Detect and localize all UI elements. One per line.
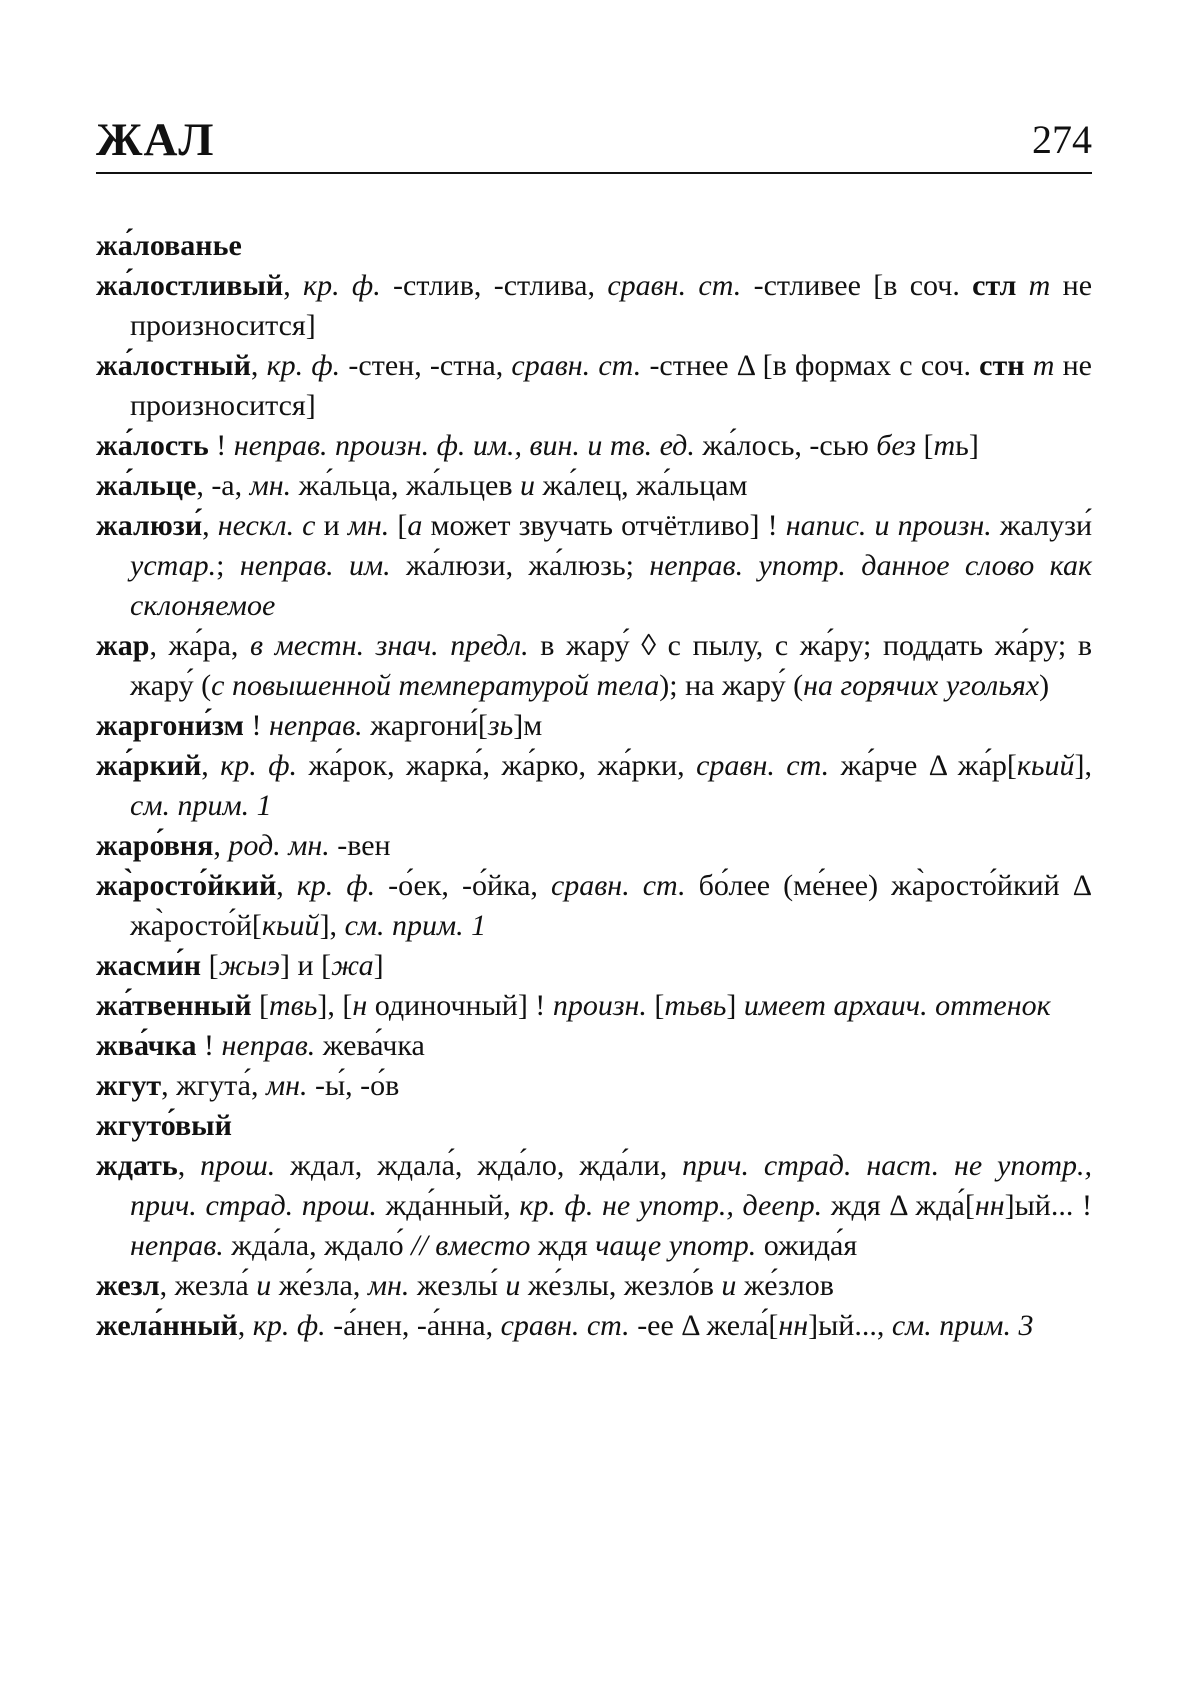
- grammar-note: устар.: [130, 549, 217, 582]
- page-number: 274: [1032, 117, 1092, 162]
- entry-text: , жгута́,: [161, 1069, 266, 1102]
- grammar-note: мн.: [347, 509, 390, 542]
- grammar-note: жыэ: [218, 949, 281, 982]
- grammar-note: кьий: [261, 909, 320, 942]
- grammar-note: мн.: [265, 1069, 308, 1102]
- entry-text: , жезла́: [159, 1269, 257, 1302]
- entry-text: [1016, 269, 1028, 302]
- headword: жезл: [96, 1269, 160, 1302]
- entry-text: ,: [177, 1149, 201, 1182]
- entry-text: ждя: [530, 1229, 596, 1262]
- entry-text: же́зла,: [271, 1269, 368, 1302]
- entry-text: жева́чка: [315, 1029, 425, 1062]
- entry-text: жа́льца, жа́льцев: [291, 469, 520, 502]
- entry-text: ] и [: [280, 949, 332, 982]
- grammar-note: см. прим. 3: [891, 1309, 1034, 1342]
- grammar-note: кр. ф.: [252, 1309, 326, 1342]
- dictionary-entry: [96, 1146, 1092, 1266]
- grammar-note: прич. страд. наст. не употр., прич. страд. прош.: [130, 1149, 1092, 1222]
- grammar-note: см. прим. 1: [130, 789, 272, 822]
- grammar-note: кьий: [1016, 749, 1075, 782]
- running-header: [96, 110, 1092, 170]
- grammar-note: неправ.: [130, 1229, 224, 1262]
- grammar-note: зь: [487, 709, 514, 742]
- grammar-note: нескл. с: [217, 509, 316, 542]
- entry-text: ], [: [317, 989, 353, 1022]
- dictionary-entry: [96, 506, 1092, 626]
- grammar-note: жа: [331, 949, 374, 982]
- entry-text: !: [243, 709, 269, 742]
- grammar-note: кр. ф.: [220, 749, 298, 782]
- grammar-note: тьвь: [664, 989, 727, 1022]
- entry-text: ;: [216, 549, 240, 582]
- grammar-note: и: [256, 1269, 272, 1302]
- grammar-note: имеет архаич. оттенок: [743, 989, 1051, 1022]
- grammar-note: неправ. произн. ф. им., вин. и тв. ед.: [233, 429, 695, 462]
- headword: жаргони́зм: [96, 709, 244, 742]
- entry-text: -стен, -стна,: [340, 349, 512, 382]
- entry-text: ],: [319, 909, 345, 942]
- entry-text: жа́рче Δ жа́р[: [829, 749, 1017, 782]
- entry-text: ]м: [513, 709, 543, 742]
- grammar-note: произн.: [552, 989, 647, 1022]
- headword: жа́льце: [96, 469, 197, 502]
- headword: жа́лостливый: [96, 269, 284, 302]
- entry-text: ): [1039, 669, 1050, 702]
- grammar-note: чаще употр.: [595, 1229, 757, 1262]
- entry-text: ); на жару́ (: [659, 669, 804, 702]
- entry-text: -стливее [в соч.: [741, 269, 973, 302]
- grammar-note: т: [1028, 269, 1051, 302]
- entry-text: , жа́ра,: [149, 629, 251, 662]
- grammar-note: сравн. ст.: [550, 869, 686, 902]
- grammar-note: неправ. им.: [239, 549, 391, 582]
- entry-text: жда́ла, ждало́: [223, 1229, 412, 1262]
- entry-text: жа́лец, жа́льцам: [534, 469, 748, 502]
- entry-text: -стнее Δ [в формах с соч.: [641, 349, 980, 382]
- dictionary-entry: [96, 1106, 1092, 1146]
- dictionary-entry: [96, 746, 1092, 826]
- grammar-note: т: [933, 429, 956, 462]
- headword: жа́лостный: [96, 349, 251, 382]
- entry-text: ,: [201, 749, 221, 782]
- entry-text: ,: [213, 829, 229, 862]
- entry-text: ]ый... !: [1004, 1189, 1092, 1222]
- entry-text: [: [251, 989, 270, 1022]
- entry-text: жаргони́[: [362, 709, 488, 742]
- grammar-note: сравн. ст.: [607, 269, 742, 302]
- entry-text: ,: [202, 509, 218, 542]
- dictionary-entry: [96, 226, 1092, 266]
- entry-text: -ы́, -о́в: [307, 1069, 400, 1102]
- entry-text: может звучать отчётливо] !: [422, 509, 786, 542]
- entry-text: не произносится]: [130, 349, 1092, 422]
- entry-text: жа́люзи, жа́люзь;: [390, 549, 650, 582]
- grammar-note: неправ.: [221, 1029, 316, 1062]
- entry-text: -о́ек, -о́йка,: [375, 869, 551, 902]
- entry-text: жезлы́: [409, 1269, 506, 1302]
- entry-text: же́злов: [736, 1269, 834, 1302]
- header-rule: [96, 172, 1092, 174]
- headword: жа́ркий: [96, 749, 202, 782]
- entry-text: -стлив, -стлива,: [380, 269, 608, 302]
- headword: жгут: [96, 1069, 162, 1102]
- grammar-note: кр. ф.: [266, 349, 341, 382]
- entry-text: бо́лее (ме́нее) жа̀росто́йкий Δ жа̀росто́й[: [130, 869, 1092, 942]
- grammar-note: и: [519, 469, 535, 502]
- grammar-note: а: [407, 509, 423, 542]
- entry-text: жалузи́: [991, 509, 1092, 542]
- dictionary-entry: [96, 466, 1092, 506]
- headword: жва́чка: [96, 1029, 197, 1062]
- entry-text: [: [916, 429, 934, 462]
- grammar-note: род. мн.: [228, 829, 330, 862]
- dictionary-entry: [96, 1066, 1092, 1106]
- grammar-note: кр. ф. не употр., деепр.: [519, 1189, 823, 1222]
- grammar-note: неправ.: [268, 709, 363, 742]
- headword: жалюзи́: [96, 509, 203, 542]
- entry-text: в жару́ ◊ с пылу, с жа́ру; поддать жа́ру; в жару́ (: [130, 629, 1093, 702]
- entry-text: стн: [979, 349, 1025, 382]
- grammar-note: в местн. знач. предл.: [250, 629, 529, 662]
- entry-text: ,: [250, 349, 267, 382]
- entry-list: [96, 226, 1092, 1346]
- entry-text: не произносится]: [130, 269, 1093, 342]
- entry-text: ]: [726, 989, 744, 1022]
- entry-text: , -а,: [196, 469, 250, 502]
- dictionary-entry: [96, 866, 1092, 946]
- running-head-word: ЖАЛ: [96, 114, 215, 166]
- entry-text: и: [315, 509, 348, 542]
- grammar-note: сравн. ст.: [500, 1309, 630, 1342]
- grammar-note: мн.: [367, 1269, 410, 1302]
- entry-text: -ее Δ жела́[: [629, 1309, 779, 1342]
- grammar-note: кр. ф.: [303, 269, 381, 302]
- dictionary-entry: [96, 346, 1092, 426]
- grammar-note: с повышенной температурой тела: [211, 669, 660, 702]
- entry-text: жа́лось, -сью: [694, 429, 877, 462]
- grammar-note: н: [352, 989, 368, 1022]
- headword: жасми́н: [96, 949, 202, 982]
- headword: жгуто́вый: [96, 1109, 232, 1142]
- entry-text: [: [389, 509, 408, 542]
- dictionary-entry: [96, 706, 1092, 746]
- grammar-note: нн: [778, 1309, 809, 1342]
- entry-text: ]: [373, 949, 384, 982]
- headword: жела́нный: [96, 1309, 238, 1342]
- entry-text: ,: [237, 1309, 253, 1342]
- headword: жар: [96, 629, 150, 662]
- entry-text: жа́рок, жарка́, жа́рко, жа́рки,: [297, 749, 697, 782]
- entry-text: ,: [276, 869, 297, 902]
- entry-text: ожида́я: [756, 1229, 858, 1262]
- entry-text: же́злы, жезло́в: [520, 1269, 722, 1302]
- grammar-note: неправ. употр. данное слово как склоняемое: [130, 549, 1092, 622]
- entry-text: ждал, ждала́, жда́ло, жда́ли,: [275, 1149, 683, 1182]
- grammar-note: без: [876, 429, 916, 462]
- headword: жа́твенный: [96, 989, 252, 1022]
- entry-text: ждя Δ жда́[: [822, 1189, 975, 1222]
- grammar-note: твь: [269, 989, 318, 1022]
- entry-text: -вен: [329, 829, 391, 862]
- headword: жаро́вня: [96, 829, 214, 862]
- grammar-note: сравн. ст.: [696, 749, 830, 782]
- grammar-note: см. прим. 1: [344, 909, 487, 942]
- dictionary-entry: [96, 1306, 1092, 1346]
- headword: жа́лованье: [96, 229, 242, 262]
- dictionary-entry: [96, 426, 1092, 466]
- grammar-note: и: [505, 1269, 521, 1302]
- grammar-note: кр. ф.: [296, 869, 376, 902]
- dictionary-entry: [96, 986, 1092, 1026]
- entry-text: стл: [972, 269, 1017, 302]
- grammar-note: нн: [974, 1189, 1005, 1222]
- headword: ждать: [96, 1149, 178, 1182]
- grammar-note: и: [721, 1269, 737, 1302]
- grammar-note: на горячих угольях: [803, 669, 1040, 702]
- entry-text: одиночный] !: [367, 989, 553, 1022]
- grammar-note: прош.: [200, 1149, 276, 1182]
- entry-text: [: [646, 989, 665, 1022]
- dictionary-entry: [96, 1266, 1092, 1306]
- headword: жа̀росто́йкий: [96, 869, 277, 902]
- dictionary-entry: [96, 266, 1092, 346]
- grammar-note: сравн. ст.: [511, 349, 642, 382]
- dictionary-entry: [96, 626, 1092, 706]
- entry-text: ,: [283, 269, 304, 302]
- entry-text: ь]: [955, 429, 979, 462]
- grammar-note: напис. и произн.: [785, 509, 992, 542]
- grammar-note: // вместо: [411, 1229, 531, 1262]
- entry-text: [1025, 349, 1033, 382]
- entry-text: -а́нен, -а́нна,: [325, 1309, 501, 1342]
- dictionary-entry: [96, 946, 1092, 986]
- grammar-note: т: [1032, 349, 1055, 382]
- headword: жа́лость: [96, 429, 209, 462]
- entry-text: ]ый...,: [808, 1309, 892, 1342]
- dictionary-entry: [96, 1026, 1092, 1066]
- entry-text: жда́нный,: [376, 1189, 520, 1222]
- grammar-note: мн.: [249, 469, 292, 502]
- dictionary-entry: [96, 826, 1092, 866]
- entry-text: ],: [1074, 749, 1093, 782]
- entry-text: !: [208, 429, 234, 462]
- entry-text: [: [201, 949, 219, 982]
- entry-text: !: [196, 1029, 222, 1062]
